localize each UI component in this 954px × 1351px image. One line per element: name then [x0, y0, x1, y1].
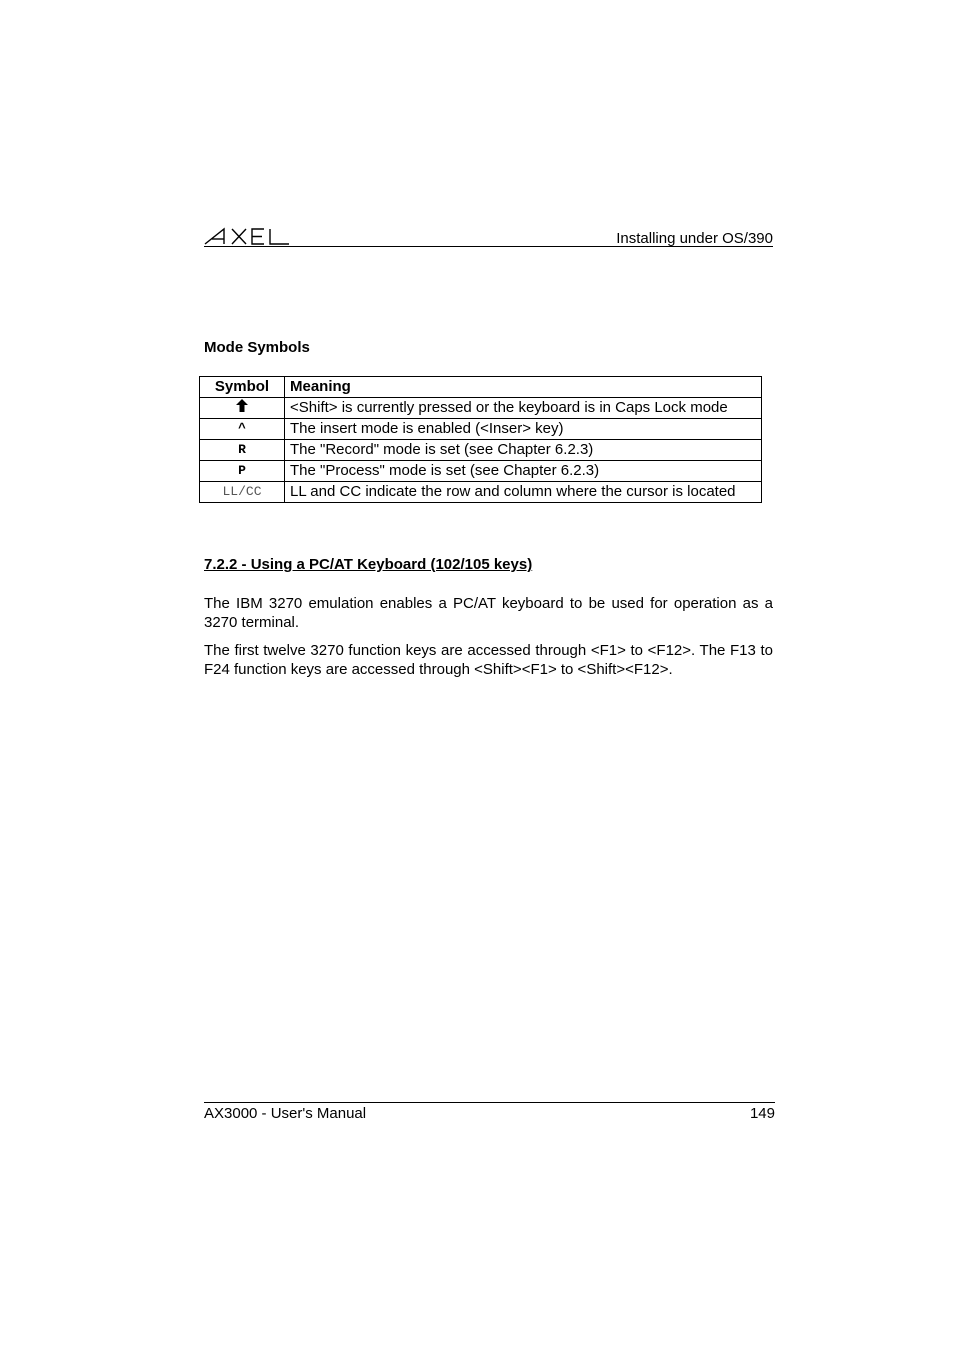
section-title: Mode Symbols: [204, 339, 310, 356]
meaning-cell: The "Record" mode is set (see Chapter 6.2.3): [285, 440, 762, 461]
meaning-cell: The "Process" mode is set (see Chapter 6.2.3): [285, 461, 762, 482]
column-header-symbol: Symbol: [200, 377, 285, 398]
subsection-heading: 7.2.2 - Using a PC/AT Keyboard (102/105 keys): [204, 556, 533, 573]
body-paragraph: The first twelve 3270 function keys are accessed through <F1> to <F12>. The F13 to F24 function keys are accessed through <Shift><F1> to <Shift><F12>.: [204, 642, 773, 678]
table-row: [200, 482, 762, 503]
table-row: [200, 461, 762, 482]
symbol-cell: R: [200, 440, 285, 461]
header-title: Installing under OS/390: [616, 230, 773, 247]
page-footer: [204, 1102, 775, 1122]
table-header-row: [200, 377, 762, 398]
symbol-cell: P: [200, 461, 285, 482]
meaning-cell: LL and CC indicate the row and column where the cursor is located: [285, 482, 762, 503]
meaning-cell: The insert mode is enabled (<Inser> key): [285, 419, 762, 440]
symbol-cell: ^: [200, 419, 285, 440]
symbol-cell: LL/CC: [200, 482, 285, 503]
meaning-cell: <Shift> is currently pressed or the keyboard is in Caps Lock mode: [285, 398, 762, 419]
body-paragraph: The IBM 3270 emulation enables a PC/AT keyboard to be used for operation as a 3270 terminal.: [204, 595, 773, 631]
table-row: [200, 398, 762, 419]
page-header: [204, 225, 773, 247]
table-row: [200, 419, 762, 440]
column-header-meaning: Meaning: [285, 377, 762, 398]
footer-manual-title: AX3000 - User's Manual: [204, 1105, 367, 1122]
mode-symbols-table: [199, 376, 762, 503]
table-row: [200, 440, 762, 461]
shift-arrow-icon: [236, 399, 248, 412]
axel-logo: [204, 227, 290, 245]
symbol-cell: [200, 398, 285, 419]
page-number: 149: [749, 1105, 775, 1122]
